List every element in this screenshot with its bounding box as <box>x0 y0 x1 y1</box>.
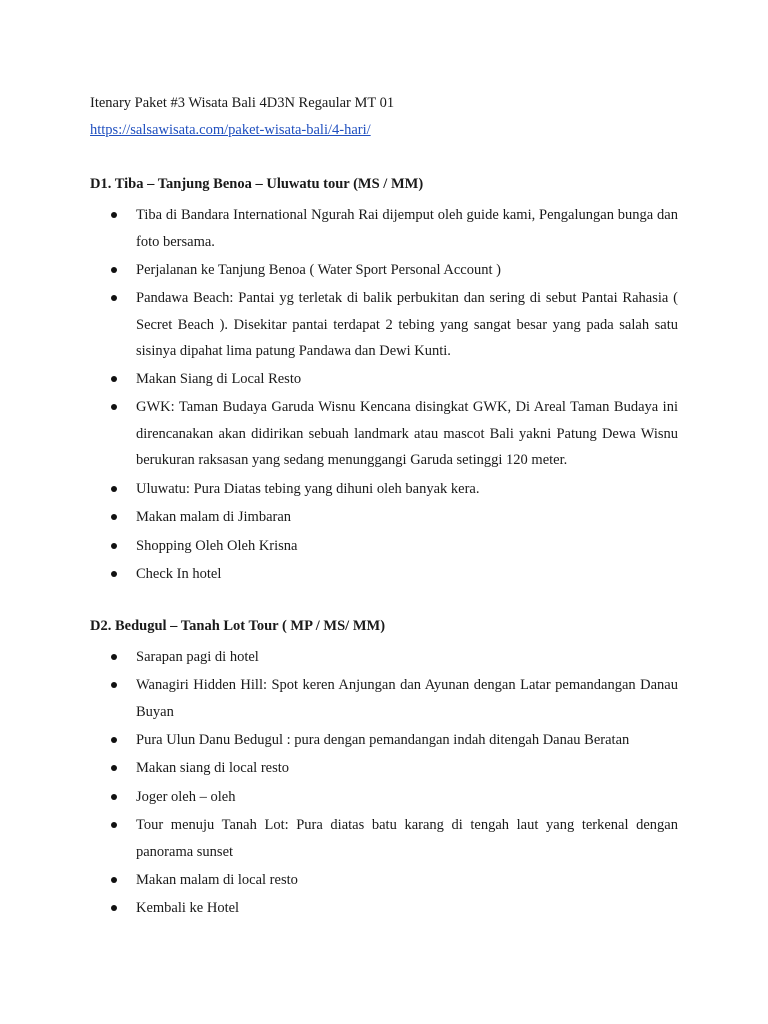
bullet-icon <box>111 877 117 883</box>
bullet-icon <box>111 543 117 549</box>
bullet-icon <box>111 295 117 301</box>
list-item-text: Uluwatu: Pura Diatas tebing yang dihuni oleh banyak kera. <box>136 481 480 497</box>
list-item-text: Joger oleh – oleh <box>136 789 236 805</box>
list-item-text: Pura Ulun Danu Bedugul : pura dengan pemandangan indah ditengah Danau Beratan <box>136 732 630 748</box>
list-item-text: Perjalanan ke Tanjung Benoa ( Water Sport Personal Account ) <box>136 262 501 278</box>
bullet-icon <box>111 404 117 410</box>
bullet-icon <box>111 822 117 828</box>
bullet-icon <box>111 905 117 911</box>
document-title: Itenary Paket #3 Wisata Bali 4D3N Regaular MT 01 <box>90 95 395 111</box>
package-link[interactable]: https://salsawisata.com/paket-wisata-bali/4-hari/ <box>90 122 371 138</box>
list-item-text: Wanagiri Hidden Hill: Spot keren Anjungan dan Ayunan dengan Latar pemandangan Danau Buyan <box>136 677 678 720</box>
day1-heading: D1. Tiba – Tanjung Benoa – Uluwatu tour (MS / MM) <box>90 176 424 192</box>
bullet-icon <box>111 682 117 688</box>
list-item-text: Check In hotel <box>136 566 222 582</box>
list-item-text: Tour menuju Tanah Lot: Pura diatas batu karang di tengah laut yang terkenal dengan panorama sunset <box>136 817 678 860</box>
bullet-icon <box>111 486 117 492</box>
list-item-text: GWK: Taman Budaya Garuda Wisnu Kencana disingkat GWK, Di Areal Taman Budaya ini direncanakan akan didirikan sebuah landmark atau mascot Bali yakni Patung Dewa Wisnu berukuran raksasan yang sedang menunggangi Garuda setinggi 120 meter. <box>136 399 678 468</box>
list-item-text: Makan Siang di Local Resto <box>136 371 302 387</box>
bullet-icon <box>111 514 117 520</box>
list-item-text: Tiba di Bandara International Ngurah Rai dijemput oleh guide kami, Pengalungan bunga dan foto bersama. <box>136 207 678 250</box>
list-item-text: Makan malam di Jimbaran <box>136 509 292 525</box>
list-item-text: Shopping Oleh Oleh Krisna <box>136 538 298 554</box>
list-item-text: Kembali ke Hotel <box>136 900 240 916</box>
bullet-icon <box>111 765 117 771</box>
bullet-icon <box>111 212 117 218</box>
bullet-icon <box>111 267 117 273</box>
bullet-icon <box>111 737 117 743</box>
list-item-text: Sarapan pagi di hotel <box>136 649 259 665</box>
bullet-icon <box>111 376 117 382</box>
list-item-text: Makan siang di local resto <box>136 760 290 776</box>
bullet-icon <box>111 794 117 800</box>
list-item-text: Makan malam di local resto <box>136 872 298 888</box>
list-item-text: Pandawa Beach: Pantai yg terletak di balik perbukitan dan sering di sebut Pantai Rahasia ( Secret Beach ). Disekitar pantai terdapat 2 tebing yang sangat besar yang pada salah satu sisinya dipahat lima patung Pandawa dan Dewi Kunti. <box>136 290 678 359</box>
bullet-icon <box>111 571 117 577</box>
day2-heading: D2. Bedugul – Tanah Lot Tour ( MP / MS/ MM) <box>90 618 386 634</box>
bullet-icon <box>111 654 117 660</box>
